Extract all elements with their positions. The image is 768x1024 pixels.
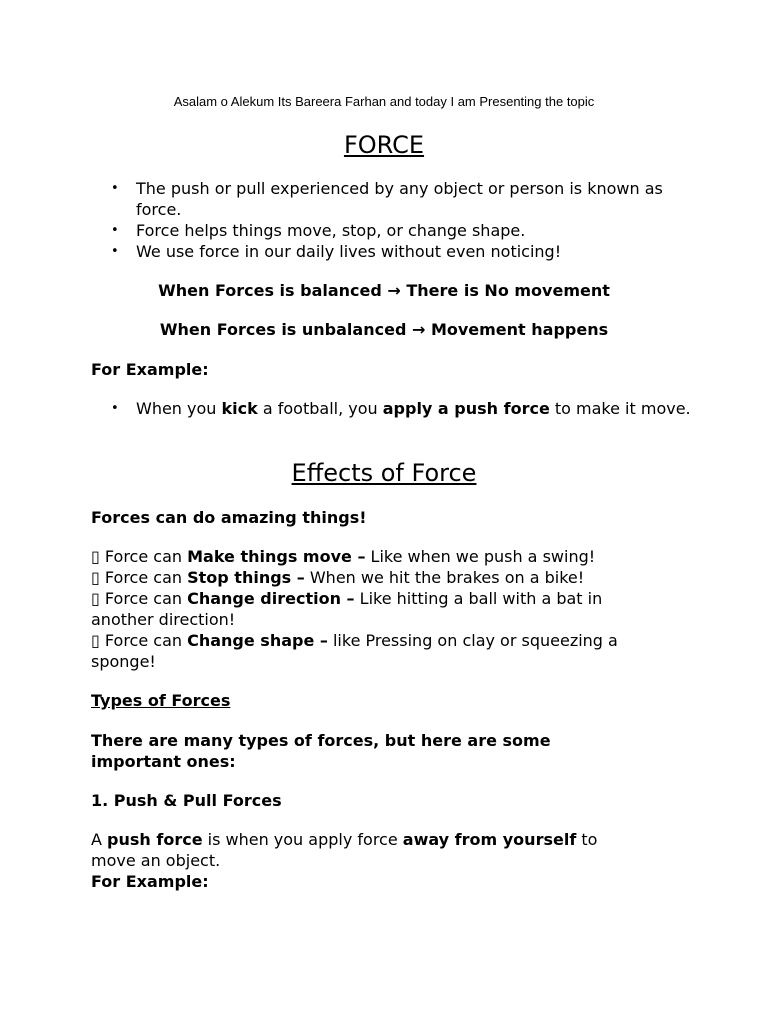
example-text: a football, you — [257, 399, 383, 418]
effect-text: Like hitting a ball with a bat in — [354, 589, 603, 608]
for-example-heading-2: For Example: — [91, 872, 209, 891]
types-intro-line: important ones: — [91, 752, 236, 771]
effect-text: Force can — [99, 589, 188, 608]
push-bold: push force — [107, 830, 203, 849]
effect-line — [91, 546, 691, 567]
example-text: to make it move. — [549, 399, 691, 418]
effect-line — [91, 588, 691, 609]
list-item: • The push or pull experienced by any object or person is known as force. — [111, 178, 691, 220]
example-text: When you — [136, 399, 222, 418]
list-item: • We use force in our daily lives without even noticing! — [111, 241, 691, 262]
effect-text: like Pressing on clay or squeezing a — [327, 631, 618, 650]
push-text: A — [91, 830, 108, 849]
effect-line — [91, 630, 691, 651]
missing-glyph-icon: ▯ — [91, 631, 100, 650]
effect-text: Force can — [99, 547, 188, 566]
push-text: is when you apply force — [202, 830, 403, 849]
balanced-statement: When Forces is balanced → There is No movement — [158, 281, 610, 300]
effect-bold: Change direction – — [187, 589, 355, 608]
push-paragraph-line — [91, 829, 691, 850]
title-force: FORCE — [343, 131, 425, 159]
effect-text: Force can — [99, 631, 188, 650]
effect-line: another direction! — [91, 610, 236, 629]
effect-text: Force can — [99, 568, 188, 587]
effect-bold: Make things move – — [187, 547, 366, 566]
unbalanced-statement: When Forces is unbalanced → Movement happens — [159, 320, 609, 339]
example-bullet-list — [111, 398, 691, 419]
push-pull-heading: 1. Push & Pull Forces — [91, 791, 282, 810]
missing-glyph-icon: ▯ — [91, 568, 100, 587]
intro-bullet-list — [111, 178, 691, 262]
types-of-forces-heading: Types of Forces — [91, 691, 231, 710]
example-bold-push: apply a push force — [382, 399, 550, 418]
for-example-heading: For Example: — [91, 360, 209, 379]
effect-line: sponge! — [91, 652, 156, 671]
push-paragraph-line: move an object. — [91, 851, 221, 870]
missing-glyph-icon: ▯ — [91, 547, 100, 566]
example-bold-kick: kick — [221, 399, 258, 418]
title-effects-of-force: Effects of Force — [291, 459, 477, 487]
effect-text: When we hit the brakes on a bike! — [304, 568, 585, 587]
list-item: • Force helps things move, stop, or change shape. — [111, 220, 691, 241]
effect-text: Like when we push a swing! — [365, 547, 596, 566]
effect-bold: Change shape – — [187, 631, 328, 650]
effects-heading: Forces can do amazing things! — [91, 508, 367, 527]
effect-bold: Stop things – — [187, 568, 305, 587]
list-item — [111, 398, 691, 419]
greeting-text: Asalam o Alekum Its Bareera Farhan and today I am Presenting the topic — [173, 94, 595, 109]
effect-line — [91, 567, 691, 588]
push-bold: away from yourself — [402, 830, 577, 849]
types-intro-line: There are many types of forces, but here are some — [91, 731, 551, 750]
push-text: to — [576, 830, 598, 849]
missing-glyph-icon: ▯ — [91, 589, 100, 608]
